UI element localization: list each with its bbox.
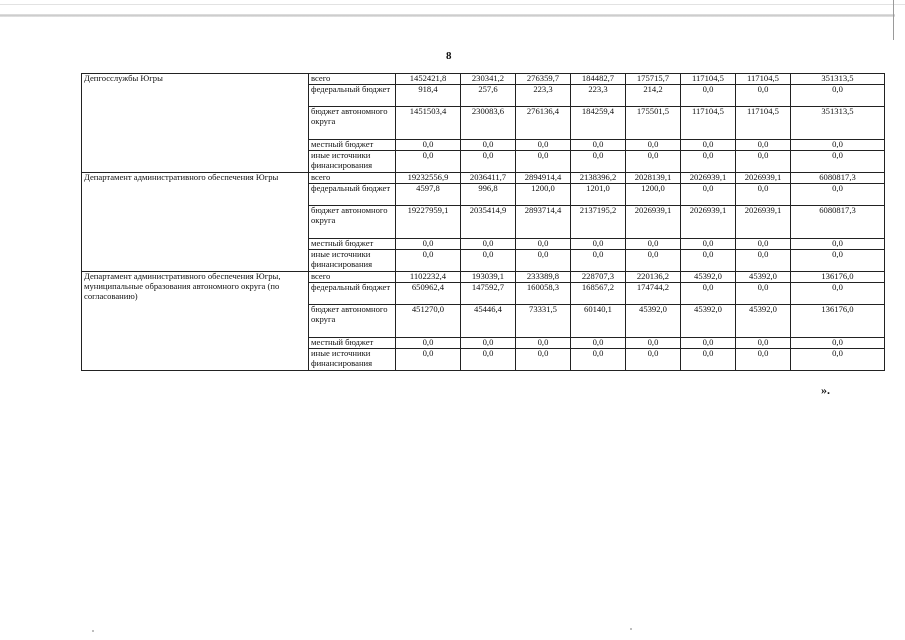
amount-cell: 0,0 [791,140,885,151]
funding-source-cell: федеральный бюджет [309,184,396,206]
amount-cell: 0,0 [396,349,461,371]
amount-cell: 0,0 [626,250,681,272]
amount-cell: 0,0 [571,140,626,151]
amount-cell: 0,0 [791,184,885,206]
amount-cell: 4597,8 [396,184,461,206]
amount-cell: 2894914,4 [516,173,571,184]
amount-cell: 0,0 [681,250,736,272]
amount-cell: 45392,0 [736,305,791,338]
funding-source-cell: иные источники финансирования [309,151,396,173]
funding-source-cell: всего [309,173,396,184]
amount-cell: 2138396,2 [571,173,626,184]
amount-cell: 276359,7 [516,74,571,85]
amount-cell: 73331,5 [516,305,571,338]
amount-cell: 0,0 [736,283,791,305]
amount-cell: 0,0 [571,239,626,250]
amount-cell: 175715,7 [626,74,681,85]
amount-cell: 0,0 [791,239,885,250]
amount-cell: 2036411,7 [461,173,516,184]
amount-cell: 0,0 [681,283,736,305]
amount-cell: 193039,1 [461,272,516,283]
amount-cell: 45446,4 [461,305,516,338]
amount-cell: 230341,2 [461,74,516,85]
amount-cell: 1200,0 [516,184,571,206]
amount-cell: 19232556,9 [396,173,461,184]
amount-cell: 0,0 [736,151,791,173]
amount-cell: 0,0 [571,250,626,272]
table-row [82,173,885,184]
amount-cell: 0,0 [681,184,736,206]
funding-source-cell: федеральный бюджет [309,283,396,305]
amount-cell: 0,0 [396,239,461,250]
amount-cell: 1200,0 [626,184,681,206]
funding-source-cell: всего [309,272,396,283]
amount-cell: 0,0 [626,151,681,173]
amount-cell: 0,0 [791,283,885,305]
amount-cell: 45392,0 [681,305,736,338]
amount-cell: 117104,5 [681,74,736,85]
amount-cell: 1102232,4 [396,272,461,283]
amount-cell: 45392,0 [626,305,681,338]
amount-cell: 0,0 [396,338,461,349]
amount-cell: 2893714,4 [516,206,571,239]
funding-source-cell: местный бюджет [309,140,396,151]
amount-cell: 0,0 [461,250,516,272]
amount-cell: 0,0 [736,85,791,107]
amount-cell: 2035414,9 [461,206,516,239]
amount-cell: 117104,5 [736,107,791,140]
amount-cell: 0,0 [681,349,736,371]
funding-source-cell: федеральный бюджет [309,85,396,107]
amount-cell: 351313,5 [791,107,885,140]
scan-speck [92,630,94,632]
amount-cell: 0,0 [516,151,571,173]
amount-cell: 650962,4 [396,283,461,305]
funding-source-cell: местный бюджет [309,338,396,349]
budget-table [81,73,885,371]
amount-cell: 0,0 [791,338,885,349]
amount-cell: 0,0 [736,140,791,151]
amount-cell: 0,0 [461,338,516,349]
amount-cell: 0,0 [626,349,681,371]
scan-speck [630,628,632,630]
scan-edge-right [893,0,894,40]
amount-cell: 0,0 [791,85,885,107]
amount-cell: 0,0 [396,250,461,272]
funding-source-cell: иные источники финансирования [309,349,396,371]
funding-source-cell: всего [309,74,396,85]
amount-cell: 0,0 [791,250,885,272]
amount-cell: 230083,6 [461,107,516,140]
amount-cell: 117104,5 [681,107,736,140]
organization-cell: Департамент административного обеспечения Югры, муниципальные образования автономного округа (по согласованию) [82,272,309,371]
amount-cell: 184482,7 [571,74,626,85]
amount-cell: 996,8 [461,184,516,206]
amount-cell: 0,0 [681,85,736,107]
table-row [82,74,885,85]
amount-cell: 2026939,1 [681,173,736,184]
funding-source-cell: бюджет автономного округа [309,305,396,338]
amount-cell: 2026939,1 [736,173,791,184]
amount-cell: 1451503,4 [396,107,461,140]
amount-cell: 0,0 [396,151,461,173]
amount-cell: 351313,5 [791,74,885,85]
amount-cell: 276136,4 [516,107,571,140]
amount-cell: 175501,5 [626,107,681,140]
amount-cell: 0,0 [681,239,736,250]
closing-quote-mark: ». [821,383,830,397]
amount-cell: 45392,0 [681,272,736,283]
organization-cell: Департамент административного обеспечения Югры [82,173,309,272]
amount-cell: 2028139,1 [626,173,681,184]
amount-cell: 0,0 [791,349,885,371]
amount-cell: 257,6 [461,85,516,107]
amount-cell: 160058,3 [516,283,571,305]
amount-cell: 0,0 [571,338,626,349]
amount-cell: 136176,0 [791,305,885,338]
amount-cell: 0,0 [736,184,791,206]
scan-edge-line [0,4,905,5]
amount-cell: 184259,4 [571,107,626,140]
amount-cell: 60140,1 [571,305,626,338]
amount-cell: 0,0 [681,151,736,173]
amount-cell: 214,2 [626,85,681,107]
amount-cell: 136176,0 [791,272,885,283]
amount-cell: 223,3 [571,85,626,107]
amount-cell: 19227959,1 [396,206,461,239]
amount-cell: 2026939,1 [736,206,791,239]
amount-cell: 233389,8 [516,272,571,283]
funding-source-cell: местный бюджет [309,239,396,250]
amount-cell: 0,0 [571,151,626,173]
amount-cell: 2026939,1 [681,206,736,239]
amount-cell: 45392,0 [736,272,791,283]
amount-cell: 0,0 [516,338,571,349]
amount-cell: 168567,2 [571,283,626,305]
amount-cell: 0,0 [461,151,516,173]
amount-cell: 0,0 [516,349,571,371]
amount-cell: 0,0 [626,338,681,349]
amount-cell: 0,0 [626,239,681,250]
funding-source-cell: бюджет автономного округа [309,206,396,239]
table-row [82,272,885,283]
amount-cell: 451270,0 [396,305,461,338]
organization-cell: Депгосслужбы Югры [82,74,309,173]
amount-cell: 0,0 [736,349,791,371]
page-number: 8 [446,50,452,62]
amount-cell: 0,0 [626,140,681,151]
funding-source-cell: бюджет автономного округа [309,107,396,140]
funding-source-cell: иные источники финансирования [309,250,396,272]
amount-cell: 147592,7 [461,283,516,305]
amount-cell: 0,0 [461,239,516,250]
amount-cell: 0,0 [736,250,791,272]
amount-cell: 0,0 [736,338,791,349]
amount-cell: 2137195,2 [571,206,626,239]
amount-cell: 0,0 [736,239,791,250]
amount-cell: 0,0 [516,239,571,250]
amount-cell: 0,0 [461,349,516,371]
amount-cell: 0,0 [461,140,516,151]
scan-edge-shadow [0,14,895,17]
amount-cell: 223,3 [516,85,571,107]
amount-cell: 228707,3 [571,272,626,283]
amount-cell: 0,0 [681,338,736,349]
amount-cell: 6080817,3 [791,173,885,184]
amount-cell: 1201,0 [571,184,626,206]
amount-cell: 0,0 [516,250,571,272]
amount-cell: 2026939,1 [626,206,681,239]
amount-cell: 117104,5 [736,74,791,85]
amount-cell: 174744,2 [626,283,681,305]
amount-cell: 0,0 [791,151,885,173]
amount-cell: 918,4 [396,85,461,107]
amount-cell: 1452421,8 [396,74,461,85]
amount-cell: 220136,2 [626,272,681,283]
amount-cell: 0,0 [396,140,461,151]
amount-cell: 0,0 [516,140,571,151]
amount-cell: 0,0 [571,349,626,371]
amount-cell: 6080817,3 [791,206,885,239]
amount-cell: 0,0 [681,140,736,151]
